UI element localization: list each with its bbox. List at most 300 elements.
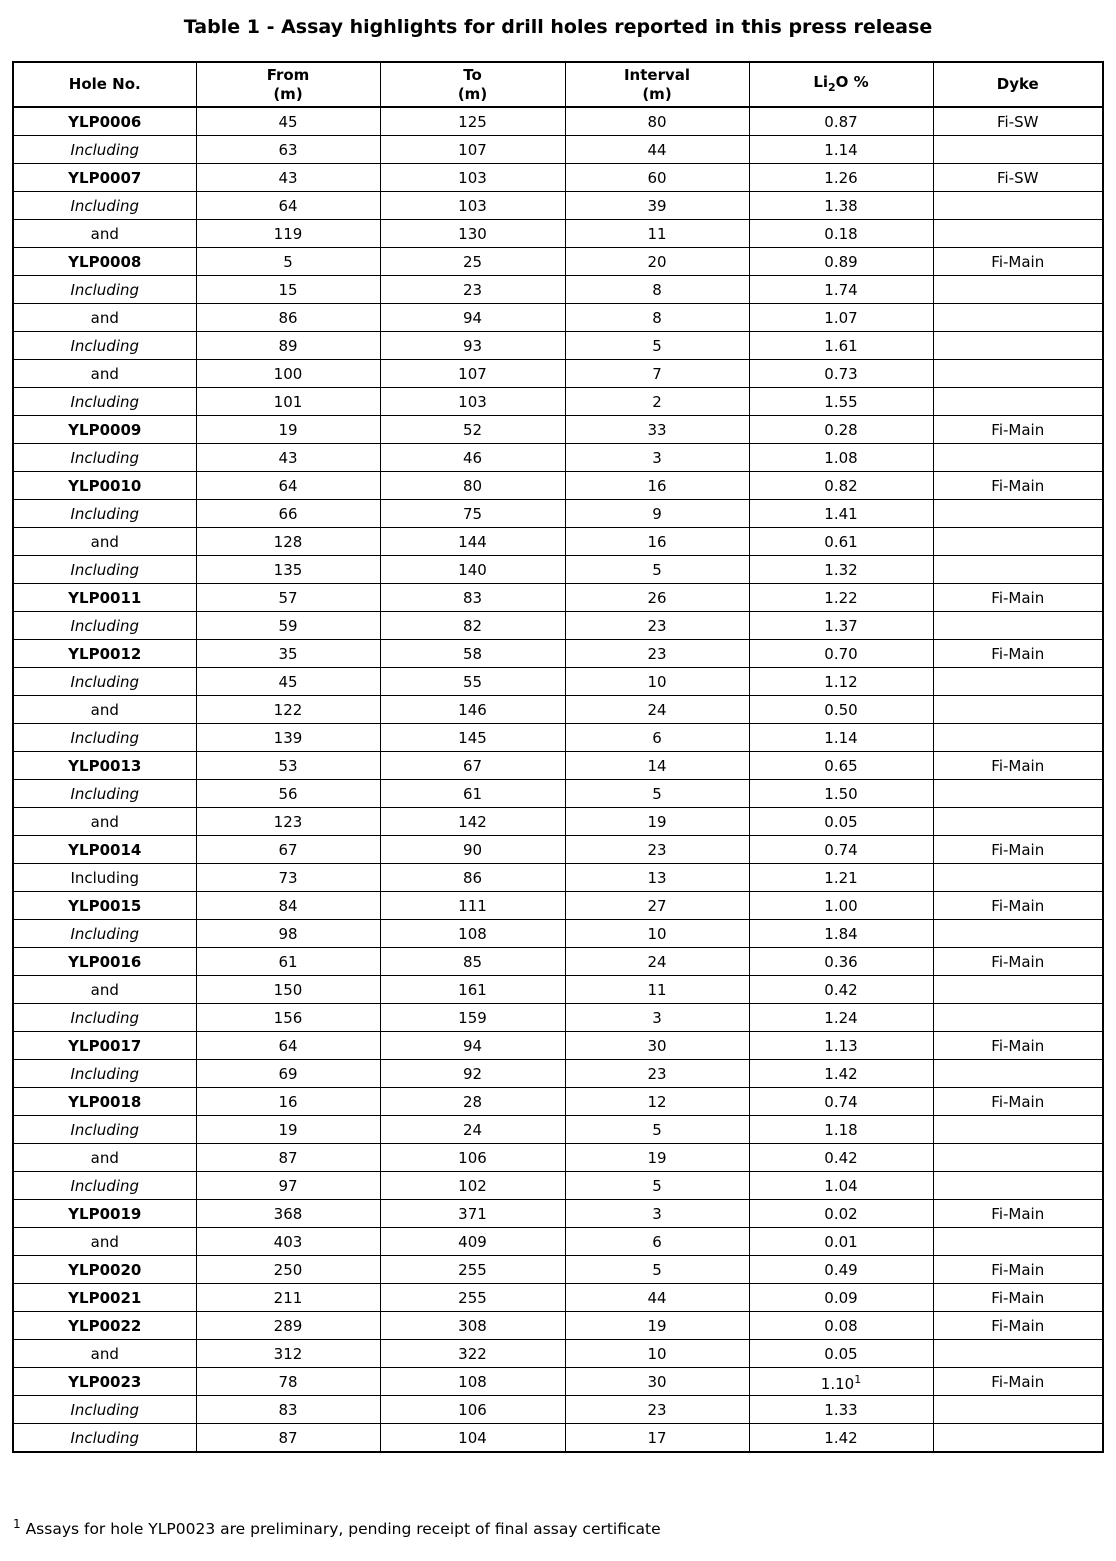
cell-interval: 5 (565, 1172, 749, 1200)
table-row (13, 388, 1103, 416)
col-header-dyke: Dyke (933, 62, 1103, 107)
cell-dyke (933, 1004, 1103, 1032)
cell-from: 87 (196, 1144, 380, 1172)
cell-to: 140 (380, 556, 565, 584)
cell-hole: Including (13, 780, 196, 808)
cell-from: 64 (196, 472, 380, 500)
table-row (13, 640, 1103, 668)
cell-from: 35 (196, 640, 380, 668)
cell-interval: 23 (565, 1060, 749, 1088)
cell-to: 255 (380, 1256, 565, 1284)
cell-li2o: 1.07 (749, 304, 933, 332)
cell-dyke (933, 360, 1103, 388)
table-row (13, 976, 1103, 1004)
cell-to: 80 (380, 472, 565, 500)
cell-to: 107 (380, 360, 565, 388)
cell-hole: Including (13, 136, 196, 164)
cell-li2o: 0.05 (749, 1340, 933, 1368)
cell-from: 403 (196, 1228, 380, 1256)
cell-dyke: Fi-Main (933, 640, 1103, 668)
cell-li2o: 1.38 (749, 192, 933, 220)
cell-to: 83 (380, 584, 565, 612)
cell-li2o: 0.02 (749, 1200, 933, 1228)
table-row (13, 1200, 1103, 1228)
cell-dyke: Fi-Main (933, 1200, 1103, 1228)
cell-interval: 60 (565, 164, 749, 192)
cell-from: 45 (196, 668, 380, 696)
cell-interval: 9 (565, 500, 749, 528)
table-row (13, 780, 1103, 808)
cell-li2o: 1.12 (749, 668, 933, 696)
cell-to: 125 (380, 107, 565, 136)
cell-hole: and (13, 304, 196, 332)
cell-li2o: 0.74 (749, 1088, 933, 1116)
table-row (13, 1116, 1103, 1144)
cell-interval: 10 (565, 1340, 749, 1368)
cell-hole: Including (13, 276, 196, 304)
cell-to: 103 (380, 164, 565, 192)
cell-interval: 6 (565, 1228, 749, 1256)
table-row (13, 836, 1103, 864)
cell-dyke: Fi-Main (933, 892, 1103, 920)
cell-to: 159 (380, 1004, 565, 1032)
cell-li2o: 1.61 (749, 332, 933, 360)
cell-to: 102 (380, 1172, 565, 1200)
cell-hole: and (13, 976, 196, 1004)
cell-dyke: Fi-Main (933, 1088, 1103, 1116)
table-row (13, 1004, 1103, 1032)
cell-li2o: 0.08 (749, 1312, 933, 1340)
cell-dyke (933, 1228, 1103, 1256)
cell-hole: and (13, 1340, 196, 1368)
cell-to: 108 (380, 920, 565, 948)
cell-li2o: 0.18 (749, 220, 933, 248)
cell-from: 89 (196, 332, 380, 360)
cell-to: 308 (380, 1312, 565, 1340)
cell-hole: Including (13, 1172, 196, 1200)
cell-li2o: 1.24 (749, 1004, 933, 1032)
cell-li2o: 0.73 (749, 360, 933, 388)
col-header-from: From (m) (196, 62, 380, 107)
cell-from: 101 (196, 388, 380, 416)
cell-to: 46 (380, 444, 565, 472)
cell-li2o: 1.50 (749, 780, 933, 808)
cell-from: 43 (196, 444, 380, 472)
cell-dyke: Fi-Main (933, 472, 1103, 500)
cell-li2o: 1.22 (749, 584, 933, 612)
cell-hole: and (13, 528, 196, 556)
cell-dyke (933, 864, 1103, 892)
cell-interval: 3 (565, 1200, 749, 1228)
cell-interval: 12 (565, 1088, 749, 1116)
cell-hole: YLP0023 (13, 1368, 196, 1396)
cell-dyke (933, 612, 1103, 640)
cell-li2o: 1.41 (749, 500, 933, 528)
cell-interval: 11 (565, 220, 749, 248)
cell-dyke (933, 1116, 1103, 1144)
cell-from: 139 (196, 724, 380, 752)
cell-from: 59 (196, 612, 380, 640)
cell-from: 19 (196, 1116, 380, 1144)
cell-li2o: 0.65 (749, 752, 933, 780)
cell-to: 111 (380, 892, 565, 920)
cell-to: 55 (380, 668, 565, 696)
cell-li2o: 0.50 (749, 696, 933, 724)
cell-li2o: 1.13 (749, 1032, 933, 1060)
cell-li2o: 0.36 (749, 948, 933, 976)
cell-to: 103 (380, 192, 565, 220)
cell-to: 144 (380, 528, 565, 556)
table-row (13, 1396, 1103, 1424)
cell-hole: and (13, 360, 196, 388)
cell-interval: 8 (565, 304, 749, 332)
cell-hole: Including (13, 332, 196, 360)
cell-hole: YLP0017 (13, 1032, 196, 1060)
cell-li2o: 0.74 (749, 836, 933, 864)
cell-hole: Including (13, 668, 196, 696)
cell-interval: 16 (565, 528, 749, 556)
cell-interval: 23 (565, 612, 749, 640)
cell-interval: 5 (565, 556, 749, 584)
cell-interval: 5 (565, 332, 749, 360)
cell-from: 61 (196, 948, 380, 976)
table-row (13, 1340, 1103, 1368)
cell-interval: 7 (565, 360, 749, 388)
cell-hole: YLP0020 (13, 1256, 196, 1284)
cell-interval: 26 (565, 584, 749, 612)
cell-to: 107 (380, 136, 565, 164)
cell-from: 122 (196, 696, 380, 724)
cell-dyke (933, 192, 1103, 220)
cell-to: 142 (380, 808, 565, 836)
table-row (13, 1312, 1103, 1340)
cell-from: 87 (196, 1424, 380, 1453)
cell-hole: YLP0014 (13, 836, 196, 864)
cell-from: 19 (196, 416, 380, 444)
cell-li2o: 1.26 (749, 164, 933, 192)
cell-dyke: Fi-Main (933, 416, 1103, 444)
cell-from: 5 (196, 248, 380, 276)
cell-interval: 3 (565, 1004, 749, 1032)
cell-dyke (933, 724, 1103, 752)
cell-from: 211 (196, 1284, 380, 1312)
cell-to: 371 (380, 1200, 565, 1228)
cell-dyke: Fi-Main (933, 248, 1103, 276)
cell-hole: YLP0008 (13, 248, 196, 276)
cell-li2o: 1.21 (749, 864, 933, 892)
cell-interval: 6 (565, 724, 749, 752)
cell-from: 67 (196, 836, 380, 864)
cell-hole: Including (13, 444, 196, 472)
cell-to: 90 (380, 836, 565, 864)
cell-interval: 14 (565, 752, 749, 780)
cell-hole: YLP0007 (13, 164, 196, 192)
cell-from: 57 (196, 584, 380, 612)
cell-hole: YLP0006 (13, 107, 196, 136)
cell-interval: 16 (565, 472, 749, 500)
cell-from: 100 (196, 360, 380, 388)
table-row (13, 192, 1103, 220)
cell-interval: 23 (565, 640, 749, 668)
cell-from: 83 (196, 1396, 380, 1424)
table-row (13, 332, 1103, 360)
cell-from: 15 (196, 276, 380, 304)
cell-to: 130 (380, 220, 565, 248)
cell-hole: Including (13, 612, 196, 640)
cell-dyke (933, 808, 1103, 836)
cell-li2o: 0.28 (749, 416, 933, 444)
table-row (13, 107, 1103, 136)
cell-li2o: 0.09 (749, 1284, 933, 1312)
cell-dyke (933, 668, 1103, 696)
cell-hole: Including (13, 864, 196, 892)
cell-from: 64 (196, 1032, 380, 1060)
cell-li2o: 1.42 (749, 1060, 933, 1088)
cell-li2o: 0.05 (749, 808, 933, 836)
cell-li2o: 0.89 (749, 248, 933, 276)
cell-hole: Including (13, 556, 196, 584)
table-title: Table 1 - Assay highlights for drill holes reported in this press release (183, 16, 933, 38)
cell-from: 78 (196, 1368, 380, 1396)
footnote: $^1$ Assays for hole YLP0023 are preliminary, pending receipt of final assay certificate (13, 1517, 661, 1539)
cell-hole: YLP0019 (13, 1200, 196, 1228)
cell-hole: Including (13, 500, 196, 528)
cell-li2o: 1.33 (749, 1396, 933, 1424)
cell-dyke (933, 556, 1103, 584)
table-row (13, 1172, 1103, 1200)
cell-interval: 5 (565, 1116, 749, 1144)
cell-to: 92 (380, 1060, 565, 1088)
cell-interval: 44 (565, 1284, 749, 1312)
cell-from: 150 (196, 976, 380, 1004)
cell-hole: Including (13, 1116, 196, 1144)
cell-to: 86 (380, 864, 565, 892)
cell-li2o: 0.01 (749, 1228, 933, 1256)
cell-from: 43 (196, 164, 380, 192)
table-row (13, 472, 1103, 500)
cell-dyke: Fi-Main (933, 1284, 1103, 1312)
cell-interval: 3 (565, 444, 749, 472)
cell-from: 45 (196, 107, 380, 136)
cell-from: 86 (196, 304, 380, 332)
table-row (13, 1368, 1103, 1396)
cell-to: 161 (380, 976, 565, 1004)
cell-li2o: 1.14 (749, 136, 933, 164)
cell-to: 24 (380, 1116, 565, 1144)
cell-from: 53 (196, 752, 380, 780)
cell-interval: 13 (565, 864, 749, 892)
cell-interval: 11 (565, 976, 749, 1004)
cell-dyke (933, 304, 1103, 332)
cell-li2o: 0.61 (749, 528, 933, 556)
cell-li2o: 1.04 (749, 1172, 933, 1200)
cell-hole: Including (13, 1060, 196, 1088)
cell-from: 156 (196, 1004, 380, 1032)
cell-hole: Including (13, 192, 196, 220)
cell-li2o: 0.49 (749, 1256, 933, 1284)
cell-dyke (933, 780, 1103, 808)
cell-dyke (933, 1060, 1103, 1088)
col-header-to: To (m) (380, 62, 565, 107)
cell-dyke (933, 1340, 1103, 1368)
cell-dyke (933, 1172, 1103, 1200)
cell-li2o: 0.87 (749, 107, 933, 136)
cell-from: 250 (196, 1256, 380, 1284)
cell-dyke (933, 444, 1103, 472)
cell-dyke (933, 1144, 1103, 1172)
cell-interval: 20 (565, 248, 749, 276)
assay-table (12, 61, 1104, 1453)
cell-hole: Including (13, 724, 196, 752)
cell-li2o: 1.18 (749, 1116, 933, 1144)
cell-interval: 2 (565, 388, 749, 416)
table-row (13, 1424, 1103, 1453)
table-row (13, 500, 1103, 528)
cell-from: 97 (196, 1172, 380, 1200)
cell-interval: 19 (565, 1312, 749, 1340)
cell-interval: 80 (565, 107, 749, 136)
table-row (13, 1032, 1103, 1060)
cell-li2o: 1.42 (749, 1424, 933, 1453)
cell-li2o: 0.42 (749, 1144, 933, 1172)
cell-from: 73 (196, 864, 380, 892)
cell-from: 135 (196, 556, 380, 584)
cell-from: 84 (196, 892, 380, 920)
cell-dyke: Fi-Main (933, 1032, 1103, 1060)
table-row (13, 752, 1103, 780)
cell-dyke (933, 276, 1103, 304)
cell-hole: YLP0009 (13, 416, 196, 444)
cell-hole: Including (13, 1396, 196, 1424)
table-row (13, 220, 1103, 248)
cell-hole: and (13, 220, 196, 248)
cell-li2o: 1.32 (749, 556, 933, 584)
cell-hole: Including (13, 920, 196, 948)
cell-interval: 44 (565, 136, 749, 164)
header-row (13, 62, 1103, 107)
cell-from: 66 (196, 500, 380, 528)
table-row (13, 724, 1103, 752)
cell-to: 145 (380, 724, 565, 752)
cell-interval: 5 (565, 1256, 749, 1284)
table-row (13, 556, 1103, 584)
cell-to: 409 (380, 1228, 565, 1256)
cell-hole: and (13, 1228, 196, 1256)
cell-hole: and (13, 1144, 196, 1172)
cell-dyke (933, 500, 1103, 528)
cell-to: 94 (380, 304, 565, 332)
cell-hole: Including (13, 1004, 196, 1032)
table-body (13, 107, 1103, 1452)
cell-dyke (933, 220, 1103, 248)
cell-to: 104 (380, 1424, 565, 1453)
cell-dyke: Fi-Main (933, 948, 1103, 976)
cell-hole: YLP0010 (13, 472, 196, 500)
cell-to: 255 (380, 1284, 565, 1312)
cell-li2o: 0.70 (749, 640, 933, 668)
cell-to: 25 (380, 248, 565, 276)
page (0, 14, 1116, 1561)
cell-dyke (933, 136, 1103, 164)
cell-li2o: 1.08 (749, 444, 933, 472)
cell-interval: 24 (565, 696, 749, 724)
cell-to: 106 (380, 1144, 565, 1172)
cell-to: 108 (380, 1368, 565, 1396)
table-row (13, 920, 1103, 948)
table-row (13, 1060, 1103, 1088)
table-row (13, 276, 1103, 304)
cell-interval: 33 (565, 416, 749, 444)
cell-to: 58 (380, 640, 565, 668)
cell-from: 63 (196, 136, 380, 164)
table-row (13, 864, 1103, 892)
table-row (13, 304, 1103, 332)
cell-interval: 39 (565, 192, 749, 220)
cell-to: 85 (380, 948, 565, 976)
table-row (13, 612, 1103, 640)
cell-dyke: Fi-Main (933, 584, 1103, 612)
cell-hole: and (13, 808, 196, 836)
cell-li2o: 1.37 (749, 612, 933, 640)
cell-hole: and (13, 696, 196, 724)
cell-hole: YLP0013 (13, 752, 196, 780)
cell-dyke (933, 528, 1103, 556)
cell-to: 23 (380, 276, 565, 304)
cell-interval: 10 (565, 668, 749, 696)
cell-to: 94 (380, 1032, 565, 1060)
cell-from: 368 (196, 1200, 380, 1228)
cell-li2o: 1.55 (749, 388, 933, 416)
cell-from: 119 (196, 220, 380, 248)
cell-dyke (933, 388, 1103, 416)
cell-to: 61 (380, 780, 565, 808)
cell-to: 28 (380, 1088, 565, 1116)
cell-to: 103 (380, 388, 565, 416)
table-row (13, 1256, 1103, 1284)
col-header-hole: Hole No. (13, 62, 196, 107)
cell-dyke: Fi-SW (933, 107, 1103, 136)
cell-dyke: Fi-SW (933, 164, 1103, 192)
table-row (13, 248, 1103, 276)
cell-hole: YLP0016 (13, 948, 196, 976)
cell-interval: 24 (565, 948, 749, 976)
cell-to: 75 (380, 500, 565, 528)
cell-hole: YLP0022 (13, 1312, 196, 1340)
table-row (13, 136, 1103, 164)
cell-hole: Including (13, 388, 196, 416)
cell-from: 16 (196, 1088, 380, 1116)
cell-hole: Including (13, 1424, 196, 1453)
cell-li2o: 1.84 (749, 920, 933, 948)
cell-interval: 27 (565, 892, 749, 920)
table-row (13, 584, 1103, 612)
cell-hole: YLP0021 (13, 1284, 196, 1312)
table-row (13, 696, 1103, 724)
cell-to: 322 (380, 1340, 565, 1368)
cell-dyke (933, 1396, 1103, 1424)
cell-from: 56 (196, 780, 380, 808)
cell-from: 69 (196, 1060, 380, 1088)
cell-li2o: 0.42 (749, 976, 933, 1004)
cell-hole: YLP0012 (13, 640, 196, 668)
table-row (13, 668, 1103, 696)
cell-from: 128 (196, 528, 380, 556)
cell-li2o: 1.74 (749, 276, 933, 304)
cell-interval: 19 (565, 1144, 749, 1172)
table-row (13, 808, 1103, 836)
cell-interval: 23 (565, 836, 749, 864)
table-row (13, 528, 1103, 556)
